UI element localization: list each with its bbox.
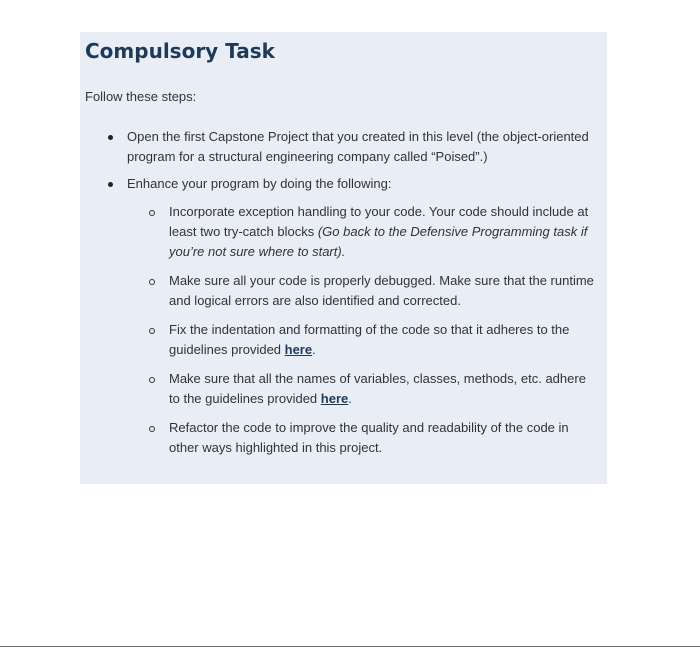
substep-item: [127, 418, 601, 458]
step-text: Enhance your program by doing the following:: [127, 176, 392, 191]
substep-punctuation: .: [348, 391, 352, 406]
bullet-circle-icon: [149, 377, 155, 383]
substep-text: Incorporate exception handling to your code. Your code should include at least two try-catch blocks: [169, 204, 589, 239]
step-text: Open the first Capstone Project that you created in this level (the object-oriented program for a structural engineering company called “Poised”.): [127, 129, 589, 164]
substep-text: Refactor the code to improve the quality and readability of the code in other ways highlighted in this project.: [169, 420, 569, 455]
steps-list: [85, 127, 601, 458]
page-bottom-divider: [0, 646, 700, 647]
substep-italic-note: (Go back to the Defensive Programming task if you’re not sure where to start).: [169, 224, 588, 259]
bullet-circle-icon: [149, 279, 155, 285]
task-intro: Follow these steps:: [85, 89, 197, 104]
substeps-list: [127, 202, 601, 458]
task-title: Compulsory Task: [85, 39, 275, 63]
substep-text: Make sure all your code is properly debugged. Make sure that the runtime and logical errors are also identified and corrected.: [169, 273, 594, 308]
substep-text: Fix the indentation and formatting of the code so that it adheres to the guidelines provided: [169, 322, 570, 357]
substep-item: [127, 369, 601, 409]
bullet-circle-icon: [149, 210, 155, 216]
substep-item: [127, 320, 601, 360]
bullet-circle-icon: [149, 328, 155, 334]
substep-punctuation: .: [312, 342, 316, 357]
compulsory-task-panel: [80, 32, 607, 484]
formatting-guidelines-link[interactable]: here: [284, 342, 313, 357]
substep-text: Make sure that all the names of variables, classes, methods, etc. adhere to the guidelines provided: [169, 371, 586, 406]
substep-item: [127, 271, 601, 311]
bullet-disc-icon: [108, 182, 113, 187]
bullet-circle-icon: [149, 426, 155, 432]
naming-guidelines-link[interactable]: here: [320, 391, 349, 406]
substep-item: [127, 202, 601, 262]
bullet-disc-icon: [108, 135, 113, 140]
step-item: [85, 174, 601, 458]
step-item: [85, 127, 601, 167]
